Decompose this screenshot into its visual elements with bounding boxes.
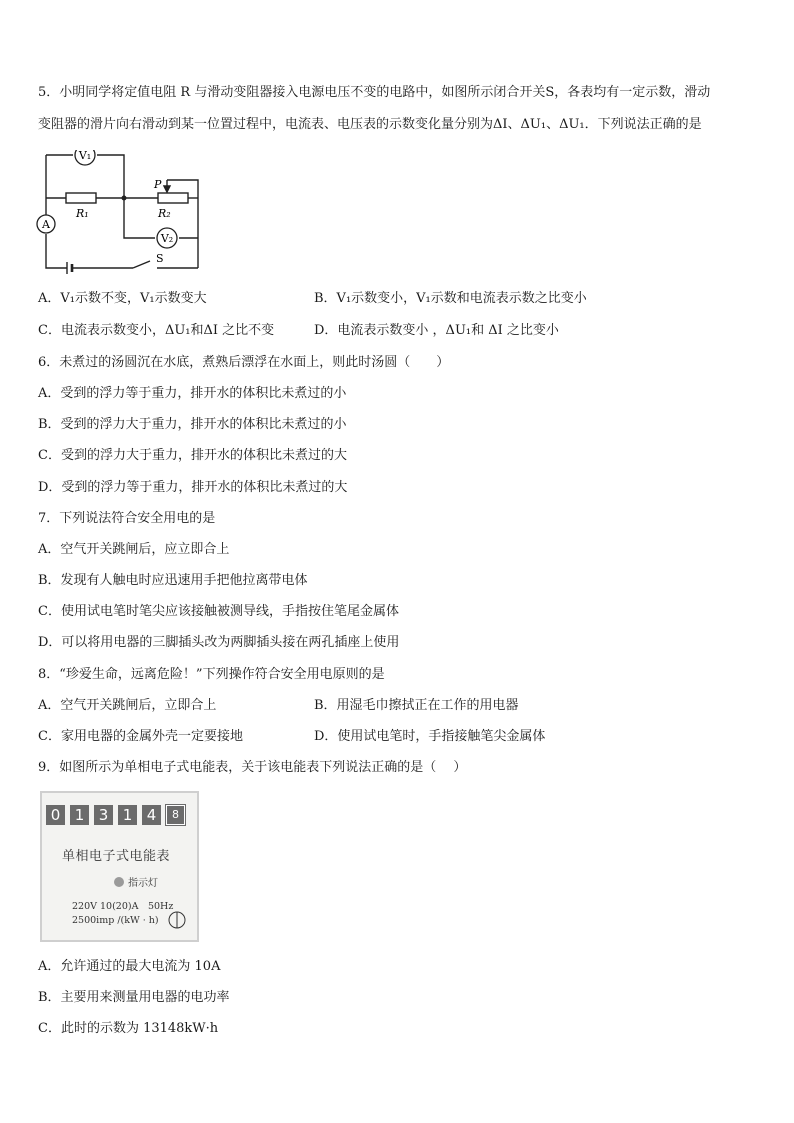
q8-stem: 8．“珍爱生命，远离危险！”下列操作符合安全用电原则的是	[38, 667, 385, 682]
q8-option-d: D．使用试电笔时，手指接触笔尖金属体	[314, 729, 546, 744]
q7-option-b: B．发现有人触电时应迅速用手把他拉离带电体	[38, 573, 308, 588]
q6-option-c: C．受到的浮力大于重力，排开水的体积比未煮过的大	[38, 448, 347, 463]
meter-digit: 1	[118, 805, 137, 825]
slider-label: P	[154, 178, 162, 191]
q5-stem-line1: 5．小明同学将定值电阻 R 与滑动变阻器接入电源电压不变的电路中，如图所示闭合开关S，各表均有一定示数，滑动	[38, 85, 711, 100]
q9-option-b: B．主要用来测量用电器的电功率	[38, 990, 230, 1005]
v2-label: V₂	[160, 232, 174, 245]
q8-option-a: A．空气开关跳闸后，立即合上	[38, 698, 217, 713]
double-insulation-icon	[168, 911, 186, 929]
q5-option-a: A．V₁示数不变，V₁示数变大	[38, 291, 207, 306]
q5-option-b: B．V₁示数变小，V₁示数和电流表示数之比变小	[314, 291, 587, 306]
q6-option-d: D．受到的浮力等于重力，排开水的体积比未煮过的大	[38, 480, 348, 495]
q7-stem: 7．下列说法符合安全用电的是	[38, 511, 216, 526]
q5-option-c: C．电流表示数变小，ΔU₁和ΔI 之比不变	[38, 323, 275, 338]
energy-meter-figure	[40, 791, 199, 942]
q9-option-a: A．允许通过的最大电流为 10A	[38, 959, 221, 974]
q9-stem: 9．如图所示为单相电子式电能表，关于该电能表下列说法正确的是（ ）	[38, 760, 467, 775]
q8-option-b: B．用湿毛巾擦拭正在工作的用电器	[314, 698, 519, 713]
v1-label: V₁	[78, 150, 92, 162]
q6-option-a: A．受到的浮力等于重力，排开水的体积比未煮过的小	[38, 386, 347, 401]
q5-option-d: D．电流表示数变小 ，ΔU₁和 ΔI 之比变小	[314, 323, 559, 338]
meter-spec-constant: 2500imp /(kW · h)	[72, 915, 159, 926]
switch-blade	[133, 261, 150, 268]
meter-spec-rating: 220V 10(20)A 50Hz	[72, 901, 174, 912]
meter-title: 单相电子式电能表	[62, 849, 171, 864]
indicator-label: 指示灯	[128, 878, 158, 889]
meter-digits	[46, 805, 185, 825]
r2-label: R₂	[158, 207, 171, 220]
q5-stem-line2: 变阻器的滑片向右滑动到某一位置过程中，电流表、电压表的示数变化量分别为ΔI、ΔU₁、ΔU₁．下列说法正确的是	[38, 117, 702, 132]
r1-resistor	[66, 193, 96, 203]
r2-resistor	[158, 193, 188, 203]
q7-option-a: A．空气开关跳闸后，应立即合上	[38, 542, 230, 557]
q9-option-c: C．此时的示数为 13148kW·h	[38, 1021, 219, 1036]
q8-option-c: C．家用电器的金属外壳一定要接地	[38, 729, 243, 744]
meter-digit: 3	[94, 805, 113, 825]
q6-stem: 6．未煮过的汤圆沉在水底，煮熟后漂浮在水面上，则此时汤圆（ ）	[38, 355, 450, 370]
meter-indicator	[114, 874, 158, 889]
q6-option-b: B．受到的浮力大于重力，排开水的体积比未煮过的小	[38, 417, 347, 432]
meter-digit: 1	[70, 805, 89, 825]
meter-digit: 4	[142, 805, 161, 825]
circuit-diagram	[36, 150, 211, 275]
q7-option-d: D．可以将用电器的三脚插头改为两脚插头接在两孔插座上使用	[38, 635, 400, 650]
indicator-lamp-icon	[114, 877, 124, 887]
meter-digit-decimal: 8	[166, 805, 185, 825]
r1-label: R₁	[76, 207, 89, 220]
switch-label: S	[156, 252, 164, 265]
meter-digit: 0	[46, 805, 65, 825]
slider-arrow	[164, 186, 170, 192]
q7-option-c: C．使用试电笔时笔尖应该接触被测导线，手指按住笔尾金属体	[38, 604, 399, 619]
ammeter-label: A	[42, 218, 50, 231]
junction-dot	[122, 196, 127, 201]
